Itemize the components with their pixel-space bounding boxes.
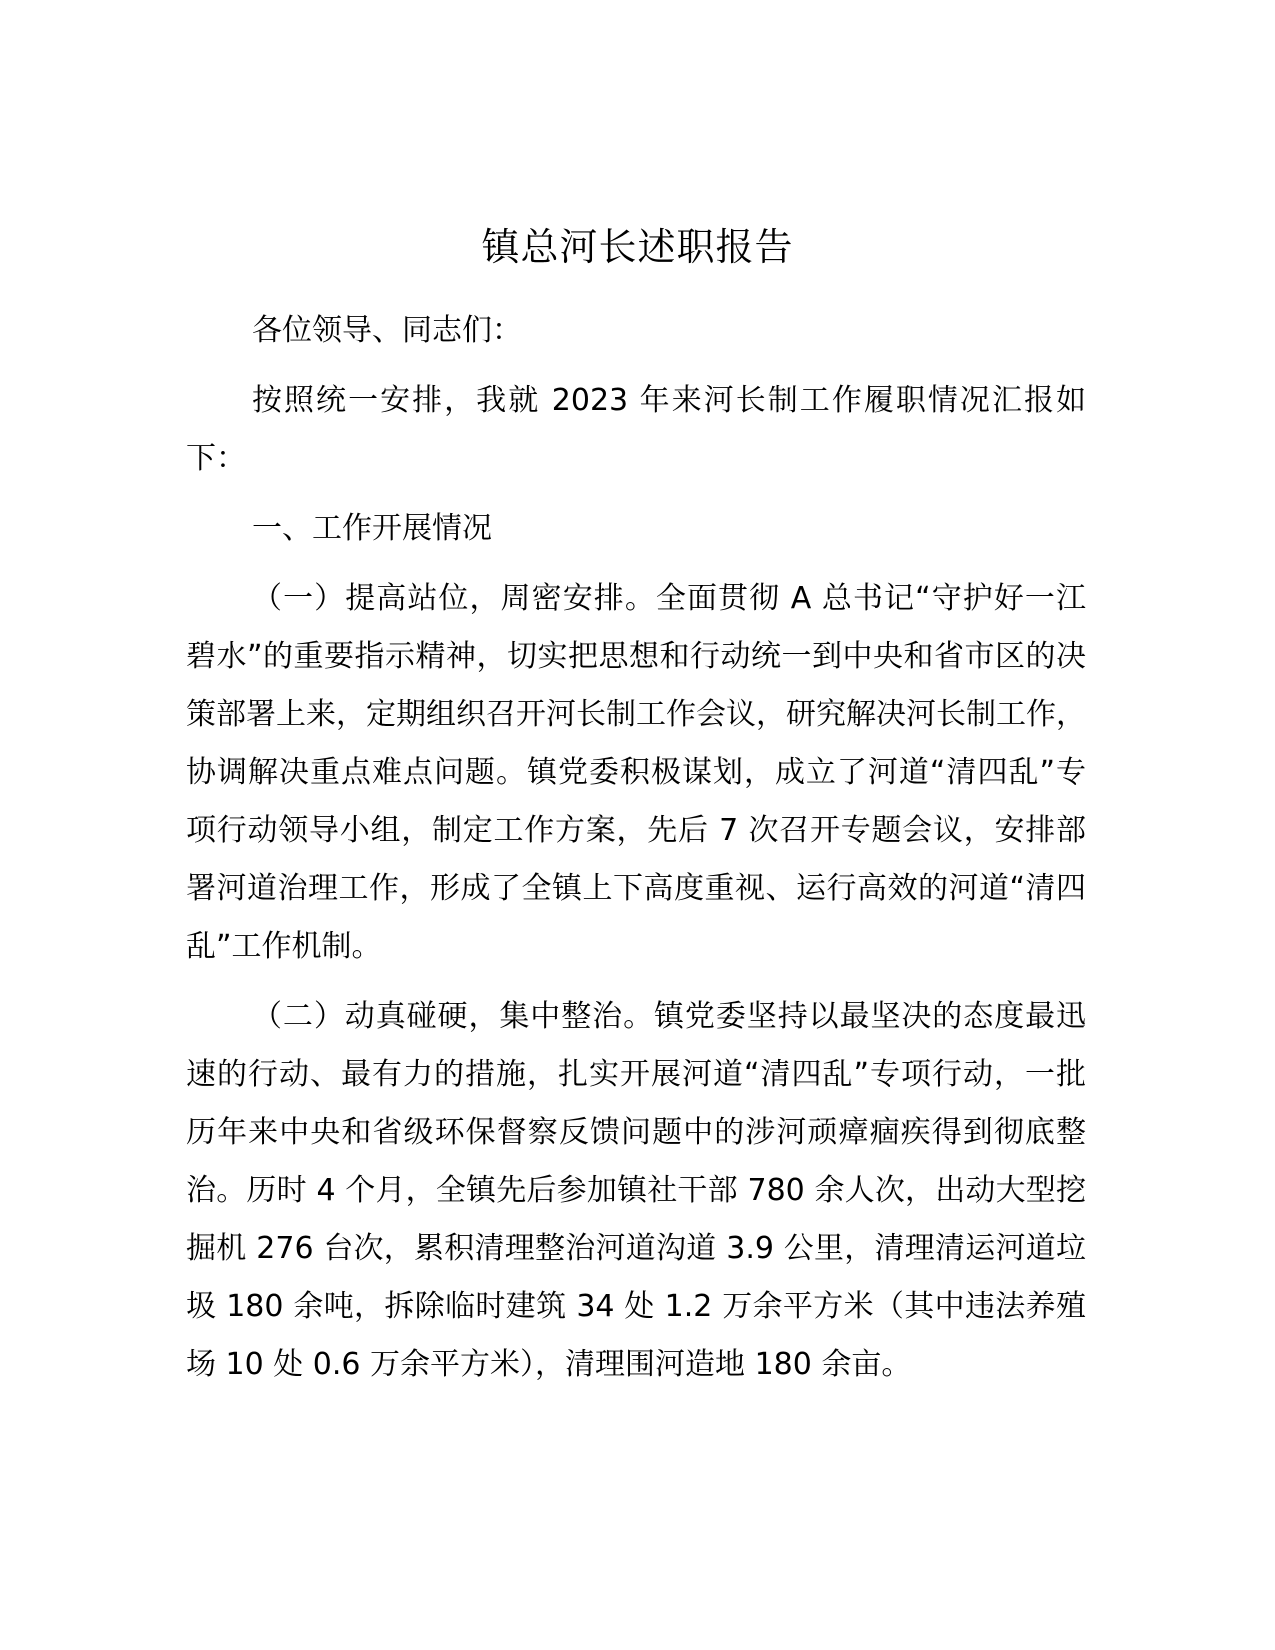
body-paragraph-2: （二）动真碰硬，集中整治。镇党委坚持以最坚决的态度最迅速的行动、最有力的措施，扎实开展河道“清四乱”专项行动，一批历年来中央和省级环保督察反馈问题中的涉河顽瘴痼疾得到彻底整治。历时 4 个月，全镇先后参加镇社干部 780 余人次，出动大型挖掘机 276 台次，累积清理整治河道沟道 3.9 公里，清理清运河道垃圾 180 余吨，拆除临时建筑 34 处 1.2 万余平方米（其中违法养殖场 10 处 0.6 万余平方米），清理围河造地 180 余亩。 xyxy=(186,999,1086,1382)
section-heading: 一、工作开展情况 xyxy=(252,511,492,546)
body-paragraph-1: （一）提高站位，周密安排。全面贯彻 A 总书记“守护好一江碧水”的重要指示精神，切实把思想和行动统一到中央和省市区的决策部署上来，定期组织召开河长制工作会议，研究解决河长制工作，协调解决重点难点问题。镇党委积极谋划，成立了河道“清四乱”专项行动领导小组，制定工作方案，先后 7 次召开专题会议，安排部署河道治理工作，形成了全镇上下高度重视、运行高效的河道“清四乱”工作机制。 xyxy=(186,581,1086,964)
document-title: 镇总河长述职报告 xyxy=(481,225,794,269)
salutation-paragraph: 各位领导、同志们： xyxy=(252,313,522,348)
document-body xyxy=(186,302,1086,1394)
intro-paragraph: 按照统一安排，我就 2023 年来河长制工作履职情况汇报如下： xyxy=(186,383,1086,476)
